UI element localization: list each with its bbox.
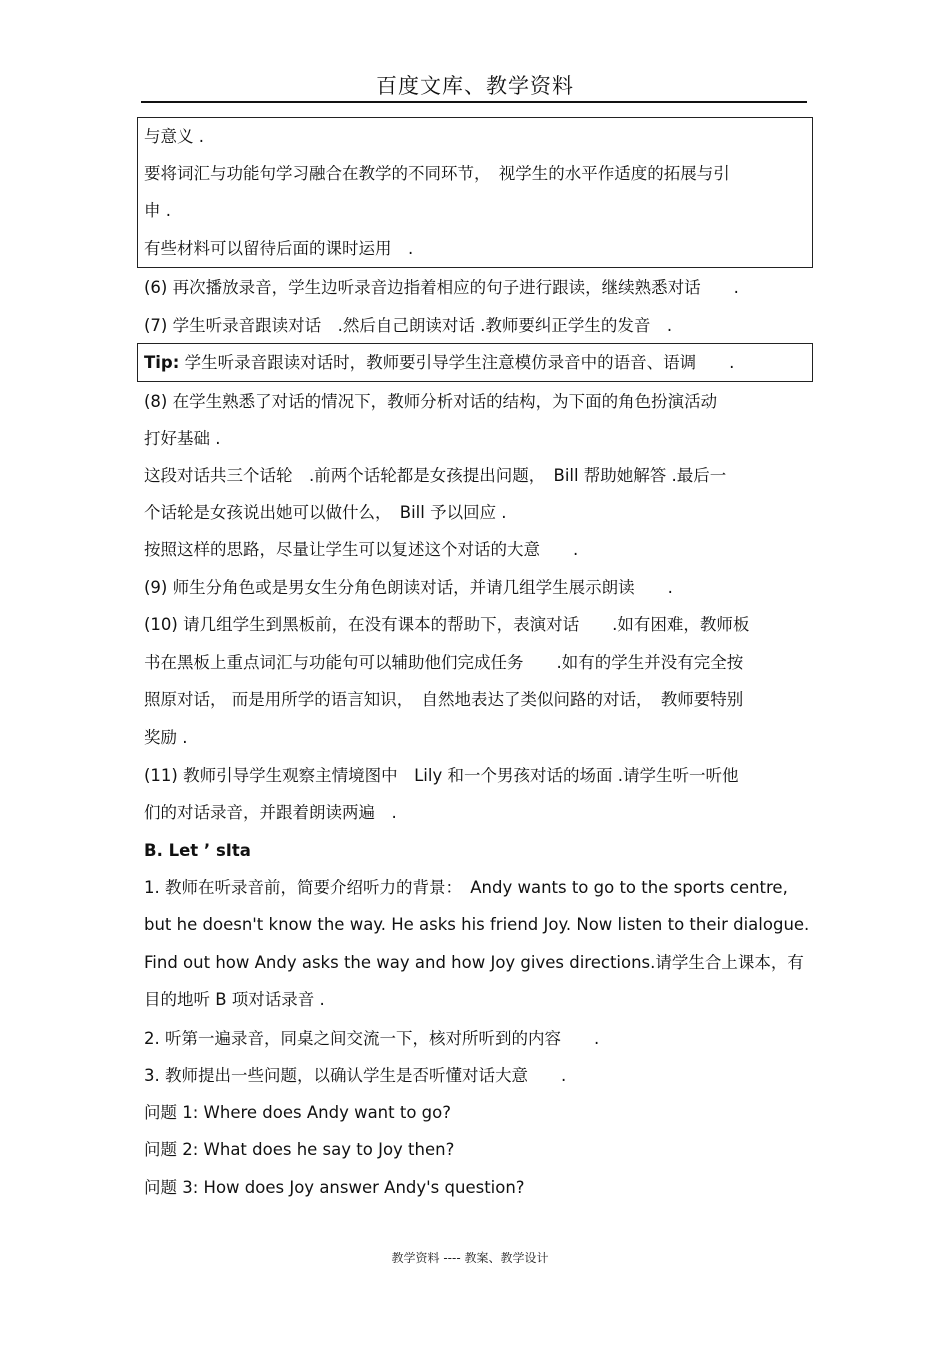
tip-text: 学生听录音跟读对话时，教师要引导学生注意模仿录音中的语音、语调 . [179, 353, 735, 372]
tip-line [144, 353, 734, 373]
step-7: (7) 学生听录音跟读对话 .然后自己朗读对话 .教师要纠正学生的发音 . [144, 316, 673, 335]
question-3: 问题 3: How does Joy answer Andy's question? [144, 1178, 525, 1197]
step-9: (9) 师生分角色或是男女生分角色朗读对话，并请几组学生展示朗读 . [144, 578, 673, 597]
section-b-heading: B. Let ’ sIta [144, 841, 251, 860]
step-10-line: (10) 请几组学生到黑板前，在没有课本的帮助下，表演对话 .如有困难，教师板 [144, 615, 750, 634]
tip-label: Tip: [144, 353, 180, 372]
question-1: 问题 1: Where does Andy want to go? [144, 1103, 451, 1122]
note-line: 有些材料可以留待后面的课时运用 . [144, 239, 414, 258]
note-line: 要将词汇与功能句学习融合在教学的不同环节， 视学生的水平作适度的拓展与引 [144, 164, 730, 183]
step-10-line: 书在黑板上重点词汇与功能句可以辅助他们完成任务 .如有的学生并没有完全按 [144, 653, 744, 672]
question-2: 问题 2: What does he say to Joy then? [144, 1140, 455, 1159]
note-line: 与意义 . [144, 127, 204, 146]
item-1-line: 目的地听 B 项对话录音 . [144, 990, 325, 1009]
note-line: 申 . [144, 201, 171, 220]
step-8-line: 个话轮是女孩说出她可以做什么， Bill 予以回应 . [144, 503, 507, 522]
page-header-title: 百度文库、教学资料 [376, 74, 574, 98]
step-10-line: 照原对话， 而是用所学的语言知识， 自然地表达了类似问路的对话， 教师要特别 [144, 690, 744, 709]
step-8-line: (8) 在学生熟悉了对话的情况下，教师分析对话的结构，为下面的角色扮演活动 [144, 392, 718, 411]
step-11-line: 们的对话录音，并跟着朗读两遍 . [144, 803, 397, 822]
step-6: (6) 再次播放录音，学生边听录音边指着相应的句子进行跟读，继续熟悉对话 . [144, 278, 739, 297]
step-8-line: 按照这样的思路，尽量让学生可以复述这个对话的大意 . [144, 540, 579, 559]
header-divider [141, 101, 807, 103]
step-8-line: 这段对话共三个话轮 .前两个话轮都是女孩提出问题， Bill 帮助她解答 .最后一 [144, 466, 727, 485]
step-10-line: 奖励 . [144, 728, 188, 747]
item-1-line: Find out how Andy asks the way and how Joy gives directions.请学生合上课本，有 [144, 953, 804, 972]
item-1-line: 1. 教师在听录音前，简要介绍听力的背景： Andy wants to go to the sports centre, [144, 878, 788, 897]
item-1-line: but he doesn't know the way. He asks his friend Joy. Now listen to their dialogue. [144, 915, 810, 934]
page-footer: 教学资料 ---- 教案、教学设计 [391, 1251, 549, 1265]
step-8-line: 打好基础 . [144, 429, 221, 448]
item-3: 3. 教师提出一些问题，以确认学生是否听懂对话大意 . [144, 1066, 567, 1085]
item-2: 2. 听第一遍录音，同桌之间交流一下，核对所听到的内容 . [144, 1029, 600, 1048]
step-11-line: (11) 教师引导学生观察主情境图中 Lily 和一个男孩对话的场面 .请学生听一听他 [144, 766, 739, 785]
